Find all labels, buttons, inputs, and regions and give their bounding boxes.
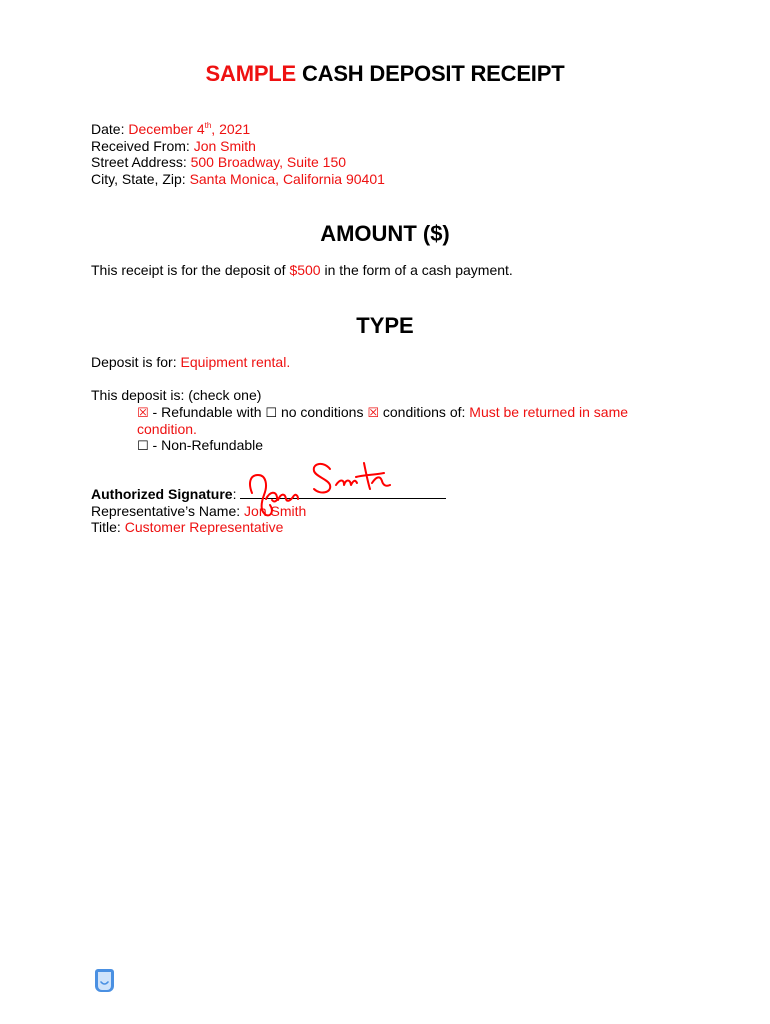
check-one-intro: This deposit is: (check one) bbox=[91, 387, 262, 403]
no-conditions-checkbox[interactable]: ☐ bbox=[265, 406, 278, 421]
title-sample-word: SAMPLE bbox=[205, 61, 297, 86]
received-from-value: Jon Smith bbox=[193, 137, 256, 154]
deposit-for-value: Equipment rental. bbox=[180, 354, 291, 370]
title-row bbox=[91, 519, 446, 536]
deposit-type-options bbox=[137, 404, 647, 454]
representative-name-label: Representative’s Name: bbox=[91, 502, 241, 519]
amount-heading: AMOUNT ($) bbox=[320, 221, 450, 246]
refundable-label: - Refundable with bbox=[152, 404, 262, 420]
app-logo-icon[interactable] bbox=[95, 969, 114, 992]
deposit-for-label: Deposit is for: bbox=[91, 354, 177, 370]
receipt-details bbox=[91, 121, 385, 187]
type-heading: TYPE bbox=[356, 313, 414, 338]
handwritten-signature bbox=[244, 455, 404, 517]
city-state-zip-value: Santa Monica, California 90401 bbox=[189, 170, 385, 187]
date-ordinal: th bbox=[204, 121, 212, 130]
authorized-signature-label: Authorized Signature bbox=[91, 486, 233, 502]
conditions-checkbox[interactable]: ☒ bbox=[367, 406, 379, 421]
street-address-row bbox=[91, 154, 385, 171]
refundable-option bbox=[137, 404, 647, 437]
authorized-signature-row: Authorized Signature: bbox=[91, 486, 446, 503]
date-value: December 4th, 2021 bbox=[128, 121, 251, 137]
deposit-for-row bbox=[91, 354, 290, 371]
no-conditions-label: no conditions bbox=[280, 404, 364, 420]
amount-sentence bbox=[91, 262, 513, 279]
date-label: Date: bbox=[91, 121, 125, 137]
nonrefundable-option bbox=[137, 437, 647, 454]
conditions-label: conditions of: bbox=[382, 404, 466, 420]
document-title bbox=[0, 61, 770, 87]
received-from-row bbox=[91, 138, 385, 155]
amount-text-pre: This receipt is for the deposit of bbox=[91, 262, 286, 278]
representative-name-value: Jon Smith bbox=[244, 502, 307, 519]
received-from-label: Received From: bbox=[91, 137, 190, 154]
amount-value: $500 bbox=[289, 262, 321, 278]
nonrefundable-checkbox[interactable]: ☐ bbox=[137, 439, 149, 454]
amount-text-post: in the form of a cash payment. bbox=[324, 262, 513, 278]
city-state-zip-label: City, State, Zip: bbox=[91, 170, 186, 187]
rep-title-value: Customer Representative bbox=[124, 519, 284, 535]
rep-title-label: Title: bbox=[91, 519, 121, 535]
street-address-label: Street Address: bbox=[91, 154, 187, 170]
nonrefundable-label: - Non-Refundable bbox=[152, 437, 264, 453]
title-text: CASH DEPOSIT RECEIPT bbox=[301, 61, 565, 86]
date-row bbox=[91, 121, 385, 138]
refundable-checkbox[interactable]: ☒ bbox=[137, 406, 149, 421]
conditions-value: Must be returned in same condition. bbox=[137, 404, 629, 437]
city-state-zip-row bbox=[91, 171, 385, 188]
street-address-value: 500 Broadway, Suite 150 bbox=[190, 154, 347, 170]
